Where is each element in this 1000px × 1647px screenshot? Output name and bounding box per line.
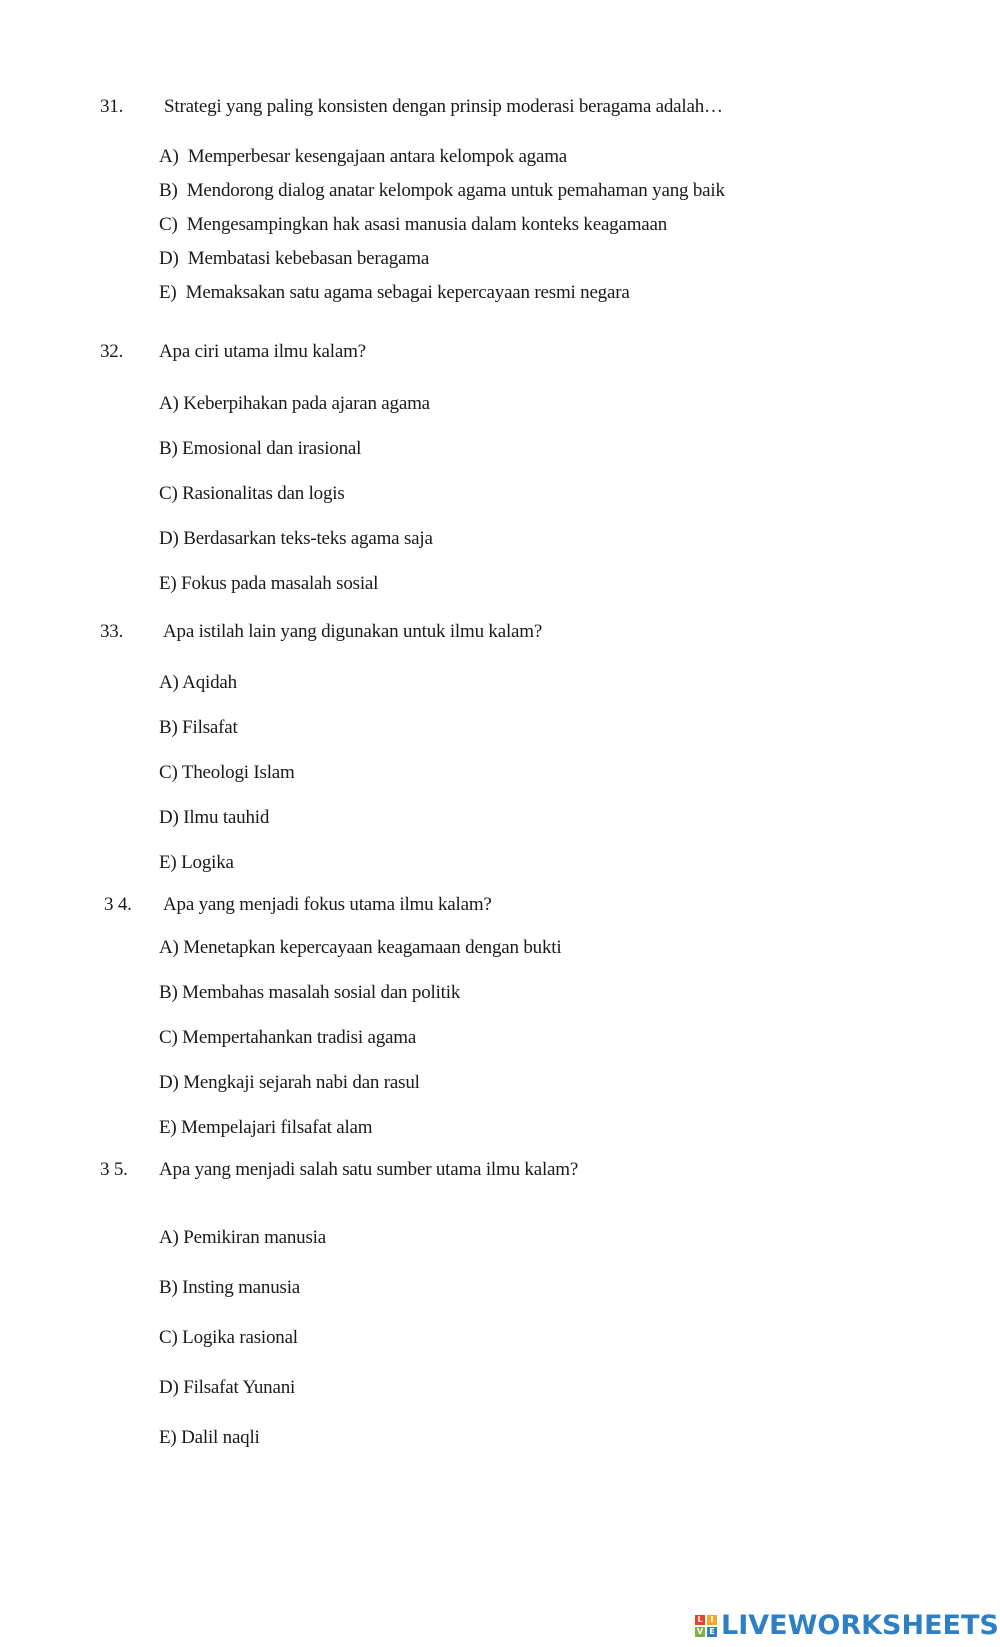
logo-text: LIVEWORKSHEETS [721, 1610, 999, 1641]
answer-option[interactable] [159, 1327, 298, 1349]
question-text: Apa yang menjadi salah satu sumber utama ilmu kalam? [159, 1159, 579, 1180]
option-label: D) [159, 807, 179, 828]
option-label: E) [159, 573, 177, 594]
option-text: Mendorong dialog anatar kelompok agama untuk pemahaman yang baik [186, 180, 725, 201]
answer-option[interactable] [159, 1072, 420, 1094]
option-text: Membahas masalah sosial dan politik [182, 982, 461, 1003]
answer-option[interactable] [159, 1227, 326, 1249]
question-number: 3 4. [104, 894, 132, 915]
option-text: Menetapkan kepercayaan keagamaan dengan bukti [183, 937, 562, 958]
logo-letter-tile: I [707, 1615, 717, 1625]
answer-option[interactable] [159, 180, 725, 202]
answer-option[interactable] [159, 982, 460, 1004]
option-label: C) [159, 762, 178, 783]
answer-option[interactable] [159, 1377, 295, 1399]
option-text: Rasionalitas dan logis [182, 483, 345, 504]
option-text: Mempertahankan tradisi agama [182, 1027, 417, 1048]
answer-option[interactable] [159, 214, 667, 236]
option-text: Emosional dan irasional [182, 438, 362, 459]
answer-option[interactable] [159, 573, 378, 595]
liveworksheets-logo [695, 1611, 999, 1641]
answer-option[interactable] [159, 1427, 260, 1449]
option-text: Dalil naqli [181, 1427, 260, 1448]
option-text: Keberpihakan pada ajaran agama [183, 393, 430, 414]
question-number: 31. [100, 96, 124, 117]
option-text: Insting manusia [182, 1277, 301, 1298]
question-text: Apa ciri utama ilmu kalam? [159, 341, 366, 362]
option-label: A) [159, 1227, 179, 1248]
option-label: B) [159, 180, 178, 201]
question-number: 33. [100, 621, 124, 642]
answer-option[interactable] [159, 483, 345, 505]
question-number: 32. [100, 341, 124, 362]
logo-letter-tile: L [695, 1615, 705, 1625]
option-text: Pemikiran manusia [183, 1227, 326, 1248]
option-label: A) [159, 393, 179, 414]
answer-option[interactable] [159, 1027, 416, 1049]
answer-option[interactable] [159, 438, 361, 460]
option-label: D) [159, 528, 179, 549]
answer-option[interactable] [159, 1117, 372, 1139]
question-text: Strategi yang paling konsisten dengan prinsip moderasi beragama adalah… [164, 96, 723, 117]
option-text: Fokus pada masalah sosial [181, 573, 379, 594]
option-text: Theologi Islam [181, 762, 295, 783]
option-text: Logika [181, 852, 234, 873]
option-text: Mengkaji sejarah nabi dan rasul [183, 1072, 420, 1093]
option-text: Ilmu tauhid [183, 807, 270, 828]
answer-option[interactable] [159, 717, 238, 739]
answer-option[interactable] [159, 1277, 300, 1299]
answer-option[interactable] [159, 248, 429, 270]
answer-option[interactable] [159, 937, 561, 959]
option-label: D) [159, 248, 179, 269]
option-text: Filsafat Yunani [183, 1377, 296, 1398]
option-label: B) [159, 717, 178, 738]
option-label: C) [159, 1027, 178, 1048]
option-label: A) [159, 672, 179, 693]
option-text: Filsafat [182, 717, 238, 738]
option-label: C) [159, 483, 178, 504]
answer-option[interactable] [159, 146, 567, 168]
option-label: C) [159, 1327, 178, 1348]
option-label: B) [159, 1277, 178, 1298]
option-text: Berdasarkan teks-teks agama saja [183, 528, 433, 549]
answer-option[interactable] [159, 393, 430, 415]
answer-option[interactable] [159, 762, 295, 784]
option-text: Logika rasional [182, 1327, 298, 1348]
question-number: 3 5. [100, 1159, 128, 1180]
option-text: Memaksakan satu agama sebagai kepercayaan resmi negara [185, 282, 630, 303]
option-label: E) [159, 282, 177, 303]
answer-option[interactable] [159, 852, 234, 874]
option-label: D) [159, 1072, 179, 1093]
option-text: Mengesampingkan hak asasi manusia dalam konteks keagamaan [186, 214, 668, 235]
answer-option[interactable] [159, 807, 269, 829]
answer-option[interactable] [159, 528, 433, 550]
option-label: E) [159, 1117, 177, 1138]
option-text: Membatasi kebebasan beragama [187, 248, 430, 269]
option-label: C) [159, 214, 178, 235]
answer-option[interactable] [159, 672, 237, 694]
question-text: Apa yang menjadi fokus utama ilmu kalam? [163, 894, 492, 915]
option-text: Aqidah [182, 672, 237, 693]
option-label: A) [159, 937, 179, 958]
option-text: Mempelajari filsafat alam [181, 1117, 373, 1138]
option-label: E) [159, 1427, 177, 1448]
option-text: Memperbesar kesengajaan antara kelompok agama [187, 146, 568, 167]
option-label: B) [159, 982, 178, 1003]
logo-icon [695, 1615, 717, 1637]
logo-letter-tile: V [696, 1627, 704, 1636]
option-label: A) [159, 146, 179, 167]
option-label: B) [159, 438, 178, 459]
logo-letter-tile: E [707, 1627, 717, 1637]
option-label: E) [159, 852, 177, 873]
option-label: D) [159, 1377, 179, 1398]
question-text: Apa istilah lain yang digunakan untuk ilmu kalam? [163, 621, 543, 642]
answer-option[interactable] [159, 282, 630, 304]
